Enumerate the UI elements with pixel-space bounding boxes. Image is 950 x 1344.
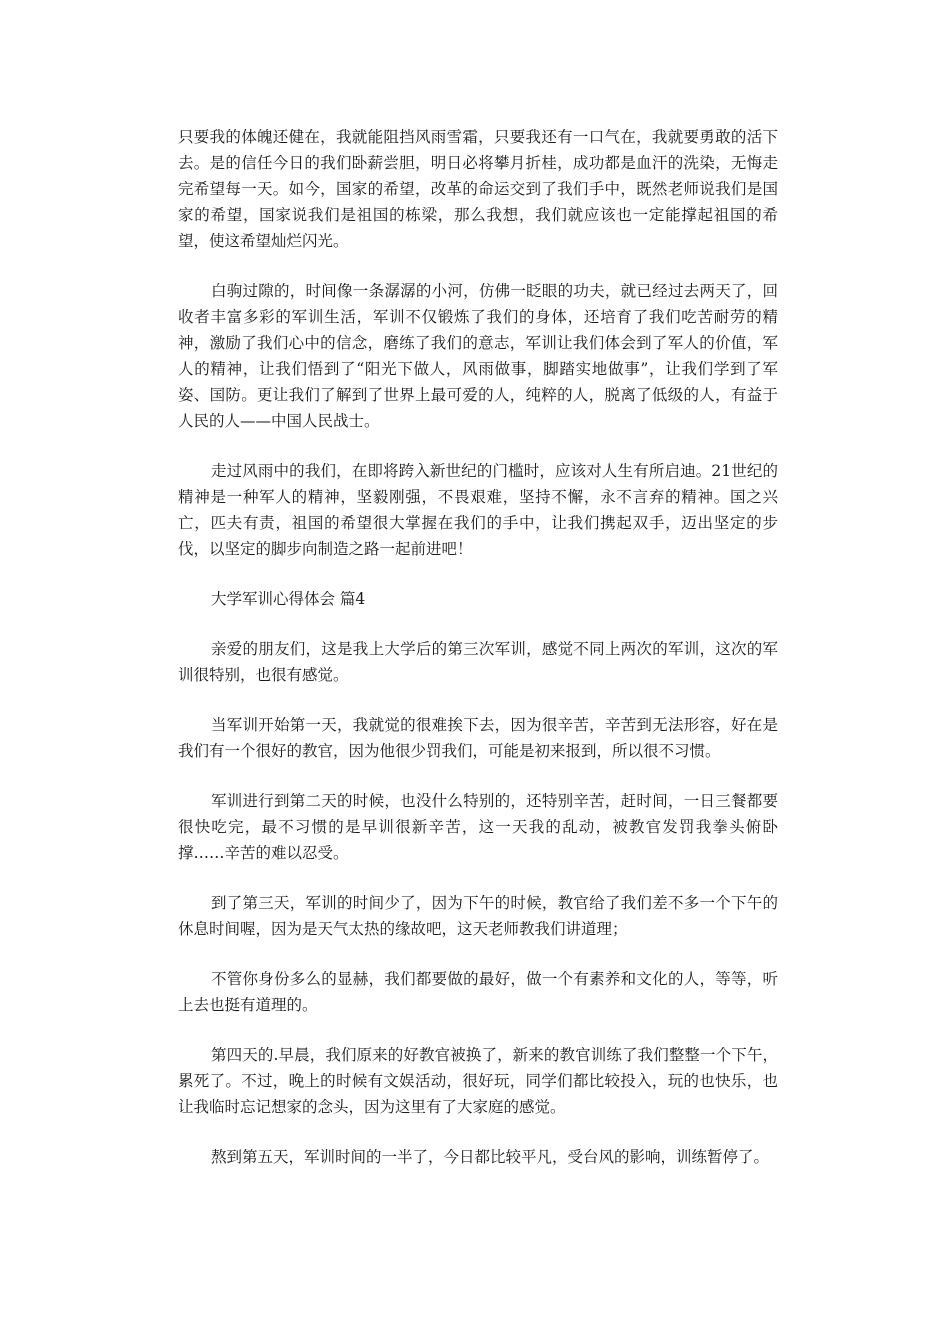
paragraph-5: 当军训开始第一天，我就觉的很难挨下去，因为很辛苦，辛苦到无法形容，好在是我们有一个很好的教官，因为他很少罚我们，可能是初来报到，所以很不习惯。 [178,716,778,760]
paragraph-7: 到了第三天，军训的时间少了，因为下午的时候，教官给了我们差不多一个下午的休息时间喔，因为是天气太热的缘故吧，这天老师教我们讲道理； [178,894,778,938]
section-heading: 大学军训心得体会 篇4 [211,590,366,608]
paragraph-3: 走过风雨中的我们，在即将跨入新世纪的门槛时，应该对人生有所启迪。21世纪的精神是一种军人的精神，坚毅刚强，不畏艰难，坚持不懈，永不言弃的精神。国之兴亡，匹夫有责，祖国的希望很大掌握在我们的手中，让我们携起双手，迈出坚定的步伐，以坚定的脚步向制造之路一起前进吧！ [178,462,778,558]
paragraph-8: 不管你身份多么的显赫，我们都要做的最好，做一个有素养和文化的人，等等，听上去也挺有道理的。 [178,970,778,1014]
document-page [178,124,778,1194]
paragraph-4: 亲爱的朋友们，这是我上大学后的第三次军训，感觉不同上两次的军训，这次的军训很特别，也很有感觉。 [178,640,778,684]
paragraph-9: 第四天的.早晨，我们原来的好教官被换了，新来的教官训练了我们整整一个下午，累死了。不过，晚上的时候有文娱活动，很好玩，同学们都比较投入，玩的也快乐，也让我临时忘记想家的念头，因为这里有了大家庭的感觉。 [178,1046,778,1116]
paragraph-6: 军训进行到第二天的时候，也没什么特别的，还特别辛苦，赶时间，一日三餐都要很快吃完，最不习惯的是早训很新辛苦，这一天我的乱动，被教官发罚我拳头俯卧撑……辛苦的难以忍受。 [178,792,778,862]
paragraph-10: 熬到第五天，军训时间的一半了，今日都比较平凡，受台风的影响，训练暂停了。 [211,1148,770,1166]
paragraph-2: 白驹过隙的，时间像一条潺潺的小河，仿佛一眨眼的功夫，就已经过去两天了，回收者丰富多彩的军训生活，军训不仅锻炼了我们的身体，还培育了我们吃苦耐劳的精神，激励了我们心中的信念，磨练了我们的意志，军训让我们体会到了军人的价值，军人的精神，让我们悟到了“阳光下做人，风雨做事，脚踏实地做事”，让我们学到了军姿、国防。更让我们了解到了世界上最可爱的人，纯粹的人，脱离了低级的人，有益于人民的人——中国人民战士。 [178,282,778,430]
paragraph-1: 只要我的体魄还健在，我就能阻挡风雨雪霜，只要我还有一口气在，我就要勇敢的活下去。是的信任今日的我们卧薪尝胆，明日必将攀月折桂，成功都是血汗的洗染，无悔走完希望每一天。如今，国家的希望，改革的命运交到了我们手中，既然老师说我们是国家的希望，国家说我们是祖国的栋梁，那么我想，我们就应该也一定能撑起祖国的希望，使这希望灿烂闪光。 [178,128,778,250]
